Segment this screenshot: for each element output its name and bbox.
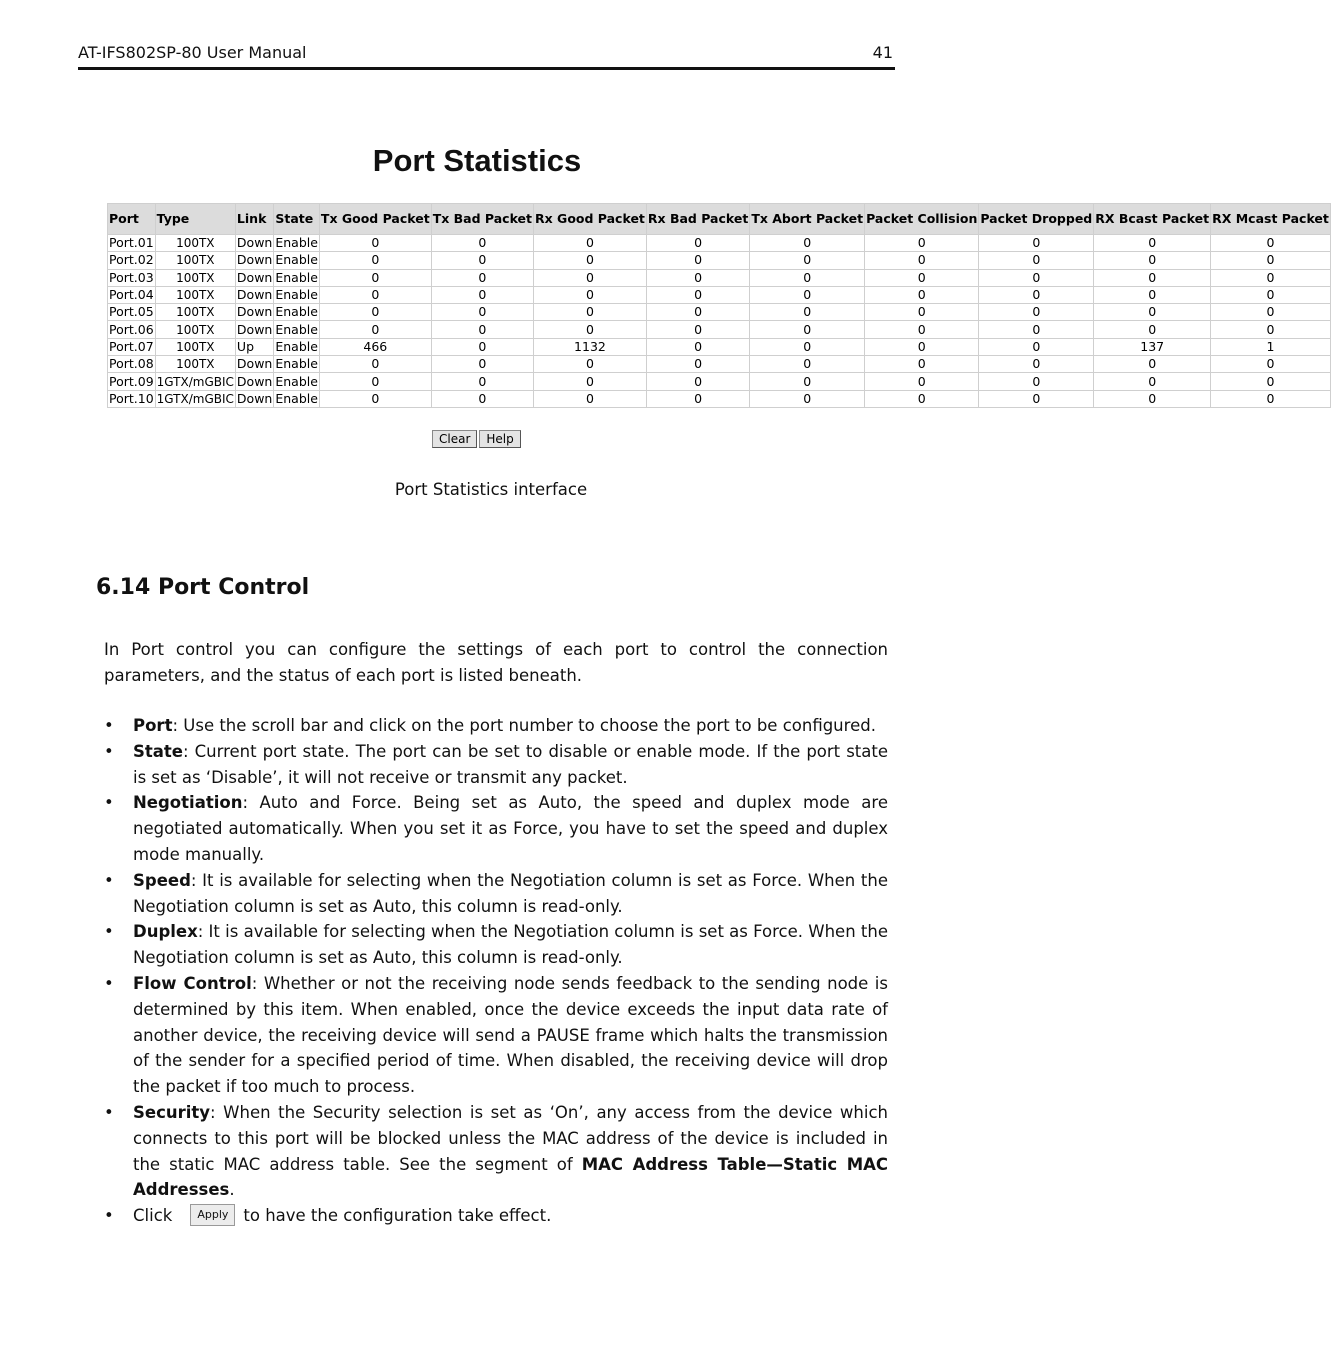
table-cell: Enable [275, 390, 318, 406]
table-cell: 0 [319, 252, 431, 269]
table-cell: 100TX [155, 252, 235, 269]
table-cell: 0 [979, 373, 1094, 390]
table-cell: Down [236, 252, 273, 268]
table-row [108, 252, 1331, 269]
column-header: State [274, 204, 320, 235]
table-cell: Port.05 [109, 304, 154, 320]
table-cell: 0 [865, 304, 979, 321]
table-cell: 0 [1211, 390, 1331, 407]
table-row [108, 269, 1331, 286]
table-cell: 0 [1094, 321, 1211, 338]
table-cell: 100TX [155, 356, 235, 373]
table-cell: 0 [431, 390, 533, 407]
table-row [108, 235, 1331, 252]
table-cell: 0 [534, 235, 647, 252]
table-cell: Down [236, 356, 273, 372]
table-cell: 0 [865, 321, 979, 338]
table-cell: 0 [979, 304, 1094, 321]
table-cell: Down [236, 373, 273, 389]
table-cell: 0 [750, 356, 865, 373]
table-cell: 0 [979, 252, 1094, 269]
table-cell: 0 [750, 286, 865, 303]
column-header: RX Bcast Packet [1094, 204, 1211, 235]
table-cell: Port.04 [109, 287, 154, 303]
table-cell: 0 [1211, 356, 1331, 373]
port-statistics-table [107, 203, 1331, 408]
table-cell: 0 [750, 235, 865, 252]
table-cell: 0 [431, 356, 533, 373]
table-cell: 0 [865, 356, 979, 373]
table-row [108, 390, 1331, 407]
table-cell: 0 [534, 286, 647, 303]
table-cell: 0 [534, 373, 647, 390]
table-cell: Port.03 [109, 269, 154, 285]
table-cell: 0 [646, 390, 749, 407]
table-cell: 0 [750, 252, 865, 269]
table-cell: 0 [646, 356, 749, 373]
table-cell: Down [236, 390, 273, 406]
table-cell: Up [235, 338, 273, 355]
table-cell: 0 [979, 390, 1094, 407]
table-cell: 0 [1094, 235, 1211, 252]
table-cell: 0 [1094, 356, 1211, 373]
page-header [78, 43, 895, 70]
section-heading: 6.14 Port Control [96, 575, 310, 600]
table-cell: 0 [646, 373, 749, 390]
table-cell: 0 [1094, 373, 1211, 390]
table-cell: 0 [319, 373, 431, 390]
table-cell: 1 [1211, 338, 1331, 355]
table-row [108, 304, 1331, 321]
table-cell: 0 [865, 235, 979, 252]
table-cell: 100TX [155, 235, 235, 252]
table-cell: 0 [646, 286, 749, 303]
table-cell: 0 [1211, 286, 1331, 303]
table-cell: 0 [431, 304, 533, 321]
table-cell: 0 [1211, 304, 1331, 321]
table-cell: 0 [979, 356, 1094, 373]
table-cell: 0 [750, 321, 865, 338]
table-cell: 0 [431, 269, 533, 286]
port-statistics-title: Port Statistics [372, 143, 582, 178]
table-cell: Enable [275, 356, 318, 372]
table-cell: 0 [534, 390, 647, 407]
column-header: Type [155, 204, 235, 235]
table-cell: 100TX [155, 304, 235, 321]
table-cell: 0 [865, 338, 979, 355]
table-cell: Port.02 [109, 252, 154, 268]
table-header-row [108, 204, 1331, 235]
figure-caption: Port Statistics interface [394, 480, 588, 499]
table-cell: 100TX [155, 286, 235, 303]
table-cell: 0 [646, 321, 749, 338]
table-cell: 0 [319, 235, 431, 252]
table-cell: 1132 [534, 338, 647, 355]
clear-button[interactable]: Clear [432, 430, 477, 448]
table-cell: Enable [275, 373, 318, 389]
table-cell: Port.06 [109, 321, 154, 337]
table-cell: Enable [275, 321, 318, 337]
table-cell: 137 [1094, 338, 1211, 355]
table-cell: 0 [979, 286, 1094, 303]
table-cell: Down [236, 269, 273, 285]
table-cell: 0 [534, 304, 647, 321]
manual-title: AT-IFS802SP-80 User Manual [78, 43, 307, 62]
table-cell: 0 [431, 338, 533, 355]
table-cell: 0 [865, 286, 979, 303]
table-cell: Port.10 [109, 390, 154, 406]
table-cell: Down [236, 304, 273, 320]
table-cell: 0 [1094, 286, 1211, 303]
table-cell: 0 [750, 304, 865, 321]
table-cell: 0 [865, 373, 979, 390]
list-item: • Security: When the Security selection is set as ‘On’, any access from the device which connects to this port will be blocked unless the MAC address of the device is included in the static MAC address table. See the segment of MAC Address Table—Static MAC Addresses. [104, 1102, 888, 1200]
table-cell: 0 [319, 356, 431, 373]
table-cell: 0 [979, 338, 1094, 355]
table-cell: 0 [646, 252, 749, 269]
table-cell: 0 [1211, 235, 1331, 252]
table-cell: Enable [275, 235, 318, 251]
table-cell: 0 [534, 252, 647, 269]
table-cell: 0 [1211, 252, 1331, 269]
column-header: Tx Good Packet [319, 204, 431, 235]
table-cell: 0 [431, 321, 533, 338]
list-item: • Speed: It is available for selecting when the Negotiation column is set as Force. When the Negotiation column is set as Auto, this column is read-only. [104, 870, 888, 916]
table-row [108, 286, 1331, 303]
table-cell: Down [236, 321, 273, 337]
help-button[interactable]: Help [479, 430, 520, 448]
table-cell: 0 [1094, 390, 1211, 407]
table-cell: 0 [979, 321, 1094, 338]
table-row [108, 321, 1331, 338]
table-cell: Down [236, 235, 273, 251]
table-cell: 0 [865, 269, 979, 286]
table-cell: 0 [431, 252, 533, 269]
table-body [108, 235, 1331, 408]
table-cell: 0 [1211, 269, 1331, 286]
page-number: 41 [872, 43, 893, 62]
table-cell: 0 [1211, 321, 1331, 338]
table-cell: Enable [275, 252, 318, 268]
table-cell: Port.08 [109, 356, 154, 372]
table-cell: Enable [275, 269, 318, 285]
table-cell: 0 [431, 235, 533, 252]
table-cell: 0 [865, 252, 979, 269]
list-item: • Click Apply to have the configuration take effect. [104, 1203, 888, 1229]
table-cell: Enable [275, 338, 318, 354]
list-item: • State: Current port state. The port can be set to disable or enable mode. If the port state is set as ‘Disable’, it will not receive or transmit any packet. [104, 741, 888, 787]
column-header: RX Mcast Packet [1211, 204, 1331, 235]
column-header: Link [235, 204, 273, 235]
table-cell: 0 [319, 390, 431, 407]
list-item: • Port: Use the scroll bar and click on the port number to choose the port to be configured. [104, 716, 876, 735]
column-header: Tx Bad Packet [431, 204, 533, 235]
table-cell: 0 [750, 373, 865, 390]
table-cell: Enable [275, 304, 318, 320]
table-cell: 0 [1211, 373, 1331, 390]
table-row [108, 356, 1331, 373]
intro-paragraph: In Port control you can configure the settings of each port to control the connection parameters, and the status of each port is listed beneath. [104, 640, 888, 685]
column-header: Packet Collision [865, 204, 979, 235]
table-cell: 0 [646, 304, 749, 321]
table-cell: 0 [534, 356, 647, 373]
column-header: Rx Good Packet [534, 204, 647, 235]
table-cell: 0 [319, 286, 431, 303]
table-cell: 0 [1094, 252, 1211, 269]
table-cell: Port.01 [109, 235, 154, 251]
table-cell: 0 [1094, 269, 1211, 286]
column-header: Packet Dropped [979, 204, 1094, 235]
table-cell: 0 [646, 269, 749, 286]
list-item: • Flow Control: Whether or not the receiving node sends feedback to the sending node is determined by this item. When enabled, once the device exceeds the input data rate of another device, the receiving device will send a PAUSE frame which halts the transmission of the sender for a specified period of time. When disabled, the receiving device will drop the packet if too much to process. [104, 973, 888, 1097]
table-row [108, 338, 1331, 355]
table-cell: 0 [750, 269, 865, 286]
table-cell: 0 [979, 235, 1094, 252]
table-row [108, 373, 1331, 390]
table-cell: 0 [431, 286, 533, 303]
table-cell: 0 [431, 373, 533, 390]
table-cell: 0 [646, 235, 749, 252]
bullet-list [104, 713, 888, 1229]
table-cell: 100TX [155, 321, 235, 338]
table-cell: Enable [275, 287, 318, 303]
table-cell: 0 [865, 390, 979, 407]
table-cell: 0 [979, 269, 1094, 286]
table-cell: 0 [319, 321, 431, 338]
table-cell: 1GTX/mGBIC [156, 391, 234, 406]
table-cell: 100TX [155, 338, 235, 355]
table-cell: 0 [534, 269, 647, 286]
list-item: • Negotiation: Auto and Force. Being set as Auto, the speed and duplex mode are negotiated automatically. When you set it as Force, you have to set the speed and duplex mode manually. [104, 793, 888, 864]
column-header: Rx Bad Packet [646, 204, 749, 235]
table-cell: 0 [319, 304, 431, 321]
table-cell: 100TX [155, 269, 235, 286]
table-cell: 0 [646, 338, 749, 355]
table-cell: 1GTX/mGBIC [156, 374, 234, 389]
column-header: Tx Abort Packet [750, 204, 865, 235]
apply-button[interactable]: Apply [190, 1204, 235, 1226]
table-cell: Down [236, 287, 273, 303]
table-cell: Port.09 [109, 373, 154, 389]
table-cell: 0 [319, 269, 431, 286]
table-cell: 0 [1094, 304, 1211, 321]
table-cell: Port.07 [109, 338, 154, 354]
list-item: • Duplex: It is available for selecting when the Negotiation column is set as Force. When the Negotiation column is set as Auto, this column is read-only. [104, 922, 888, 968]
table-cell: 0 [750, 338, 865, 355]
table-cell: 0 [534, 321, 647, 338]
stats-button-row [432, 428, 523, 448]
column-header: Port [108, 204, 156, 235]
table-cell: 466 [319, 338, 431, 355]
table-cell: 0 [750, 390, 865, 407]
